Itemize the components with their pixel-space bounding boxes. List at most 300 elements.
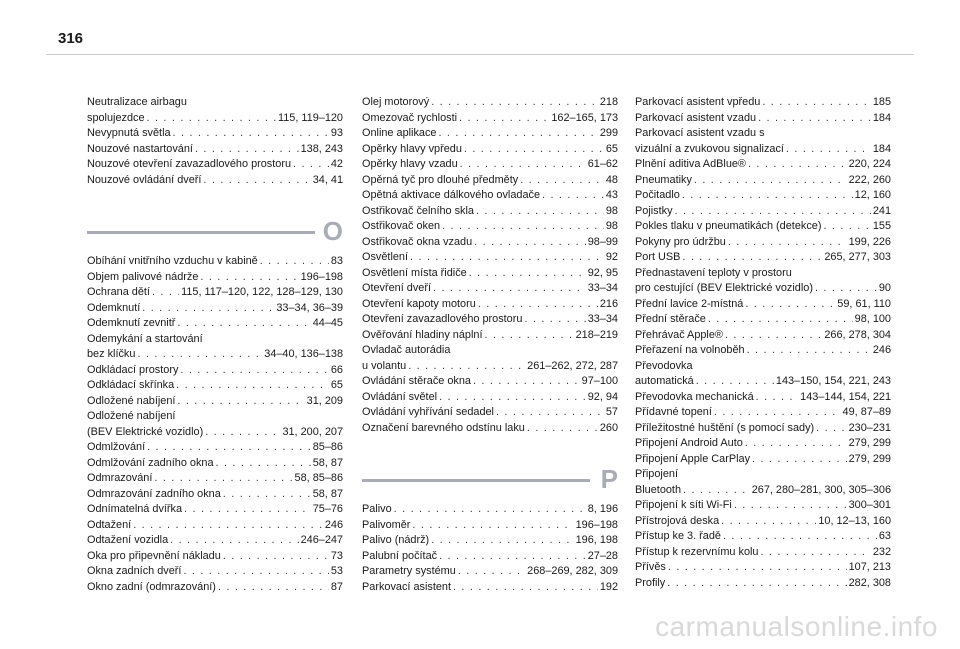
index-entry <box>362 390 618 406</box>
index-entry <box>635 452 891 468</box>
index-entry-line <box>635 405 891 421</box>
index-entry-line <box>635 576 891 592</box>
index-entry-pages: 196–198 <box>300 270 343 283</box>
index-entry-label: Odmlžování zadního okna <box>87 456 214 469</box>
section-letter: O <box>322 216 343 246</box>
index-entry-label: Odemknutí zevnitř <box>87 317 176 329</box>
index-entry-label: Označení barevného odstínu laku <box>362 421 525 434</box>
section-divider <box>362 479 590 482</box>
index-entry-line <box>362 235 618 251</box>
index-entry-line <box>635 343 891 359</box>
dot-leader <box>260 254 329 270</box>
index-entry <box>362 111 618 127</box>
dot-leader <box>496 405 604 421</box>
dot-leader <box>200 270 298 286</box>
index-entry-line <box>87 126 343 142</box>
index-entry-pages: 42 <box>330 158 343 170</box>
index-entry-line <box>362 173 618 189</box>
dot-leader <box>745 297 835 313</box>
index-entry-pages: 196, 198 <box>575 534 618 546</box>
index-entry-pages: 31, 209 <box>306 394 343 407</box>
index-entry-line <box>635 281 891 297</box>
index-entry-label: Obíhání vnitřního vzduchu v kabině <box>87 255 258 267</box>
index-entry-label: Připojení Apple CarPlay <box>635 452 751 465</box>
dot-leader <box>458 564 525 580</box>
index-entry-line <box>362 312 618 328</box>
dot-leader <box>460 157 586 173</box>
index-entry-pages: 115, 119–120 <box>277 111 343 124</box>
index-entry-line <box>362 549 618 565</box>
dot-leader <box>682 188 853 204</box>
dot-leader <box>725 328 822 344</box>
index-entry-line <box>635 204 891 220</box>
page-number: 316 <box>58 30 84 47</box>
index-entry-label: Bluetooth <box>635 483 682 496</box>
dot-leader <box>459 111 549 127</box>
dot-leader <box>675 204 871 220</box>
index-entry-label: Parkovací asistent <box>362 580 451 593</box>
index-entry-line <box>87 157 343 173</box>
index-entry <box>362 142 618 158</box>
index-entry-line <box>87 564 343 580</box>
index-entry-pages: 246 <box>324 518 343 531</box>
index-entry-line <box>87 533 343 549</box>
index-entry-label: Ostřikovač oken <box>362 220 441 232</box>
index-entry-heading: Odemykání a startování <box>87 332 203 345</box>
index-entry-label: Palubní počítač <box>362 549 438 562</box>
index-entry-line <box>635 219 891 235</box>
index-entry-line <box>635 297 891 313</box>
index-entry-line <box>87 301 343 317</box>
index-entry-pages: 44–45 <box>312 317 343 329</box>
index-entry <box>87 471 343 487</box>
dot-leader <box>524 312 585 328</box>
index-entry-line <box>362 204 618 220</box>
index-entry-heading: Parkovací asistent vzadu s <box>635 127 765 139</box>
index-entry <box>87 95 343 126</box>
index-entry-label: Pokles tlaku v pneumatikách (detekce) <box>635 220 822 232</box>
index-entry-pages: 27–28 <box>587 549 618 562</box>
index-entry-pages: 232 <box>872 545 891 558</box>
dot-leader <box>177 394 304 410</box>
dot-leader <box>177 316 310 332</box>
dot-leader <box>176 378 329 394</box>
index-entry <box>635 328 891 344</box>
dot-leader <box>756 390 799 406</box>
index-entry-line <box>635 328 891 344</box>
index-entry-pages: 31, 200, 207 <box>282 425 343 438</box>
section-letter: P <box>600 464 618 494</box>
index-entry-label: Parametry systému <box>362 565 456 577</box>
index-entry-label: Přední lavice 2-místná <box>635 297 744 310</box>
index-entry-line <box>635 436 891 452</box>
index-entry-label: Odmlžování <box>87 441 146 453</box>
index-entry <box>87 487 343 503</box>
index-entry-pages: 83 <box>330 255 343 267</box>
index-entry <box>362 250 618 266</box>
index-entry-label: Přístrojová deska <box>635 514 720 527</box>
index-entry-line <box>87 285 343 301</box>
dot-leader <box>762 95 871 111</box>
index-entry-pages: 268–269, 282, 309 <box>527 565 618 577</box>
index-entry-pages: 66 <box>330 363 343 376</box>
index-entry-label: Připojení Android Auto <box>635 437 743 449</box>
index-entry-pages: 65 <box>330 379 343 391</box>
index-entry-line <box>87 456 343 472</box>
index-entry-line <box>635 312 891 328</box>
index-entry-pages: 49, 87–89 <box>842 406 891 418</box>
dot-leader <box>173 126 329 142</box>
index-entry-heading: Připojení <box>635 468 678 480</box>
index-entry-label: Okno zadní (odmrazování) <box>87 580 216 593</box>
index-entry-label: Příležitostné huštění (s pomocí sady) <box>635 421 815 434</box>
index-entry <box>362 405 618 421</box>
index-entry-label: Otevření kapoty motoru <box>362 297 476 310</box>
header-divider <box>46 54 914 55</box>
index-entry-pages: 57 <box>605 406 618 418</box>
index-entry <box>87 456 343 472</box>
index-entry-label: Odmrazování <box>87 472 153 484</box>
index-entry <box>635 219 891 235</box>
dot-leader <box>786 142 871 158</box>
index-entry-line <box>635 529 891 545</box>
dot-leader <box>184 502 311 518</box>
index-column-1 <box>87 95 343 595</box>
index-entry-label: Objem palivové nádrže <box>87 270 199 283</box>
index-entry-label: Připojení k síti Wi-Fi <box>635 499 732 511</box>
section-heading <box>87 214 343 248</box>
index-entry <box>635 545 891 561</box>
dot-leader <box>142 301 274 317</box>
index-entry-pages: 59, 61, 110 <box>837 297 891 310</box>
index-entry-heading: Převodovka <box>635 359 693 372</box>
index-entry-line <box>87 549 343 565</box>
index-entry-pages: 192 <box>599 580 618 593</box>
index-entry-pages: 93 <box>330 127 343 139</box>
index-entry <box>362 421 618 437</box>
index-entry-label: Přídavné topení <box>635 406 712 418</box>
dot-leader <box>469 266 586 282</box>
index-entry <box>635 421 891 437</box>
index-entry-line <box>635 173 891 189</box>
index-entry-line <box>362 126 618 142</box>
index-entry-label: Osvětlení místa řidiče <box>362 266 467 279</box>
index-entry-pages: 115, 117–120, 122, 128–129, 130 <box>181 286 343 298</box>
index-entry-pages: 8, 196 <box>587 503 618 515</box>
index-entry-pages: 58, 85–86 <box>294 472 343 484</box>
index-entry-pages: 92, 94 <box>587 390 618 403</box>
index-entry <box>635 250 891 266</box>
index-entry-line <box>87 363 343 379</box>
index-entry-line <box>362 111 618 127</box>
index-entry-label: spolujezdce <box>87 111 145 124</box>
index-entry-pages: 220, 224 <box>848 158 891 170</box>
index-entry-pages: 43 <box>605 189 618 201</box>
dot-leader <box>223 549 329 565</box>
index-entry <box>362 502 618 518</box>
index-entry <box>635 576 891 592</box>
dot-leader <box>180 363 328 379</box>
index-entry-pages: 98 <box>605 220 618 232</box>
index-entry <box>362 95 618 111</box>
index-entry-line <box>635 498 891 514</box>
dot-leader <box>728 235 847 251</box>
index-entry-line <box>362 564 618 580</box>
index-entry <box>635 297 891 313</box>
index-entry-line <box>635 250 891 266</box>
index-entry-pages: 162–165, 173 <box>551 111 618 124</box>
index-entry-line <box>87 471 343 487</box>
dot-leader <box>433 281 586 297</box>
index-entry-label: Odemknutí <box>87 301 141 314</box>
index-entry-line <box>362 390 618 406</box>
index-entry <box>635 173 891 189</box>
index-entry-label: automatická <box>635 375 694 387</box>
index-entry <box>362 204 618 220</box>
index-entry-label: Omezovač rychlosti <box>362 111 458 124</box>
index-entry-pages: 92 <box>605 251 618 263</box>
dot-leader <box>816 421 846 437</box>
index-entry-pages: 218 <box>599 96 618 108</box>
section-heading <box>362 462 618 496</box>
index-entry-pages: 222, 260 <box>848 173 891 186</box>
index-entry-heading: Přednastavení teploty v prostoru <box>635 266 792 279</box>
dot-leader <box>758 111 871 127</box>
dot-leader <box>760 545 870 561</box>
dot-leader <box>667 576 846 592</box>
index-entry-label: Profily <box>635 576 666 589</box>
index-entry-pages: 218–219 <box>575 328 618 341</box>
watermark: carmanualsonline.info <box>655 611 938 642</box>
dot-leader <box>431 95 598 111</box>
index-entry-label: Palivo (nádrž) <box>362 534 430 546</box>
index-entry-line <box>87 111 343 127</box>
index-entry-label: Přístup ke 3. řadě <box>635 530 721 542</box>
index-entry <box>635 266 891 297</box>
index-entry-label: Ostřikovač čelního skla <box>362 204 474 217</box>
index-entry-pages: 58, 87 <box>312 456 343 469</box>
index-entry-label: Nouzové otevření zavazadlového prostoru <box>87 158 292 170</box>
index-entry-line <box>87 142 343 158</box>
index-entry-line <box>362 533 618 549</box>
index-entry-pages: 87 <box>330 580 343 593</box>
index-entry-line <box>635 142 891 158</box>
index-entry-heading: Neutralizace airbagu <box>87 96 187 108</box>
index-entry-pages: 34, 41 <box>312 173 343 186</box>
index-entry <box>362 328 618 344</box>
index-entry-label: Odnímatelná dvířka <box>87 503 183 515</box>
index-entry-line <box>362 188 618 204</box>
index-entry <box>362 235 618 251</box>
index-entry-label: Odmrazování zadního okna <box>87 487 221 500</box>
index-entry <box>635 436 891 452</box>
index-entry-label: Odložené nabíjení <box>87 394 176 407</box>
index-entry <box>635 529 891 545</box>
index-entry-label: bez klíčku <box>87 348 136 360</box>
dot-leader <box>694 173 847 189</box>
index-entry <box>87 549 343 565</box>
index-entry-line <box>635 545 891 561</box>
index-entry-line <box>362 297 618 313</box>
index-entry <box>362 173 618 189</box>
index-entry-label: Odtažení vozidla <box>87 534 169 546</box>
index-entry-label: Otevření dveří <box>362 282 432 294</box>
index-entry-line <box>362 328 618 344</box>
index-entry-label: Pokyny pro údržbu <box>635 235 726 248</box>
index-entry-label: Ochrana dětí <box>87 286 150 298</box>
index-entry <box>635 235 891 251</box>
index-entry-line <box>635 157 891 173</box>
dot-leader <box>747 343 871 359</box>
index-entry-pages: 75–76 <box>312 503 343 515</box>
dot-leader <box>203 173 310 189</box>
index-entry-label: Přívěs <box>635 561 666 573</box>
index-entry-line <box>362 359 618 375</box>
index-entry-pages: 73 <box>330 549 343 562</box>
index-entry-pages: 300–301 <box>848 499 891 511</box>
index-entry-label: (BEV Elektrické vozidlo) <box>87 425 204 438</box>
dot-leader <box>216 456 311 472</box>
index-entry-line <box>362 502 618 518</box>
index-entry <box>362 281 618 297</box>
index-entry-pages: 98 <box>605 204 618 217</box>
index-entry-pages: 230–231 <box>848 421 891 434</box>
index-entry <box>87 363 343 379</box>
index-entry-pages: 246–247 <box>300 534 343 546</box>
index-entry-line <box>362 266 618 282</box>
index-entry <box>635 467 891 498</box>
index-entry-pages: 10, 12–13, 160 <box>818 514 891 527</box>
dot-leader <box>412 518 573 534</box>
index-entry-pages: 185 <box>872 96 891 108</box>
index-entry <box>362 343 618 374</box>
index-entry <box>635 560 891 576</box>
index-entry-label: Nouzové ovládání dveří <box>87 173 202 186</box>
index-entry-line <box>635 390 891 406</box>
index-entry-label: Parkovací asistent vpředu <box>635 96 761 108</box>
dot-leader <box>137 347 262 363</box>
index-entry-label: Počitadlo <box>635 189 680 201</box>
section-divider <box>87 231 315 234</box>
index-entry-line <box>87 347 343 363</box>
dot-leader <box>464 142 604 158</box>
index-column-3 <box>635 95 891 591</box>
index-entry-pages: 279, 299 <box>848 452 891 465</box>
dot-leader <box>542 188 604 204</box>
index-entry-pages: 48 <box>605 173 618 186</box>
dot-leader <box>520 173 604 189</box>
index-entry-pages: 299 <box>599 127 618 139</box>
index-entry-label: Opěrná tyč pro dlouhé předměty <box>362 173 519 186</box>
index-entry-pages: 265, 277, 303 <box>824 251 891 263</box>
dot-leader <box>476 204 604 220</box>
dot-leader <box>205 425 280 441</box>
index-entry-pages: 143–144, 154, 221 <box>800 390 891 403</box>
index-entry-pages: 266, 278, 304 <box>824 328 891 341</box>
dot-leader <box>752 452 847 468</box>
index-entry <box>362 374 618 390</box>
index-entry-pages: 184 <box>872 142 891 155</box>
index-entry-label: Okna zadních dveří <box>87 565 182 577</box>
index-entry-label: Přístup k rezervnímu kolu <box>635 545 759 558</box>
index-entry <box>362 188 618 204</box>
index-entry-label: u volantu <box>362 359 407 372</box>
index-entry-pages: 98–99 <box>587 235 618 248</box>
index-entry-pages: 279, 299 <box>848 437 891 449</box>
index-entry-line <box>362 157 618 173</box>
index-entry-label: Přední stěrače <box>635 313 706 325</box>
index-entry <box>635 405 891 421</box>
index-entry <box>635 111 891 127</box>
index-entry-label: Přehrávač Apple® <box>635 328 723 341</box>
dot-leader <box>748 157 847 173</box>
index-entry-line <box>635 235 891 251</box>
index-entry-line <box>635 483 891 499</box>
index-entry-line <box>362 421 618 437</box>
index-entry <box>87 126 343 142</box>
index-entry-line <box>87 254 343 270</box>
index-entry <box>87 285 343 301</box>
index-entry-line <box>362 580 618 596</box>
dot-leader <box>431 533 573 549</box>
index-entry-label: Pneumatiky <box>635 173 692 186</box>
dot-leader <box>195 142 299 158</box>
dot-leader <box>453 580 598 596</box>
index-entry <box>87 409 343 440</box>
dot-leader <box>218 580 329 596</box>
index-entry-label: Palivoměr <box>362 518 411 531</box>
index-entry-label: pro cestující (BEV Elektrické vozidlo) <box>635 282 813 294</box>
dot-leader <box>708 312 853 328</box>
index-entry <box>635 95 891 111</box>
dot-leader <box>668 560 847 576</box>
index-entry <box>362 297 618 313</box>
index-entry-label: Palivo <box>362 503 392 515</box>
index-entry-pages: 65 <box>605 142 618 155</box>
index-entry-line <box>635 560 891 576</box>
index-entry-pages: 216 <box>599 297 618 310</box>
index-entry-line <box>635 111 891 127</box>
index-entry-label: Opěrky hlavy vpředu <box>362 142 462 155</box>
index-entry-label: Parkovací asistent vzadu <box>635 111 757 124</box>
index-entry <box>87 502 343 518</box>
index-entry <box>87 142 343 158</box>
index-entry <box>362 518 618 534</box>
dot-leader <box>408 359 525 375</box>
index-entry-line <box>87 394 343 410</box>
index-entry <box>635 498 891 514</box>
index-entry-label: Ostřikovač okna vzadu <box>362 235 473 248</box>
dot-leader <box>147 111 276 127</box>
index-entry-line <box>87 580 343 596</box>
index-entry-line <box>87 378 343 394</box>
index-entry <box>87 316 343 332</box>
index-entry <box>87 394 343 410</box>
index-entry-label: Olej motorový <box>362 96 430 108</box>
index-column-2 <box>362 95 618 595</box>
index-entry-label: Ovládání stěrače okna <box>362 375 471 387</box>
index-entry-label: Osvětlení <box>362 251 409 263</box>
dot-leader <box>484 328 573 344</box>
index-entry <box>362 312 618 328</box>
index-entry-pages: 90 <box>878 282 891 294</box>
index-entry-label: Oka pro připevnění nákladu <box>87 549 221 562</box>
index-entry <box>635 514 891 530</box>
index-entry <box>362 266 618 282</box>
index-entry <box>87 533 343 549</box>
index-entry-pages: 92, 95 <box>587 266 618 279</box>
index-entry-pages: 63 <box>878 530 891 542</box>
